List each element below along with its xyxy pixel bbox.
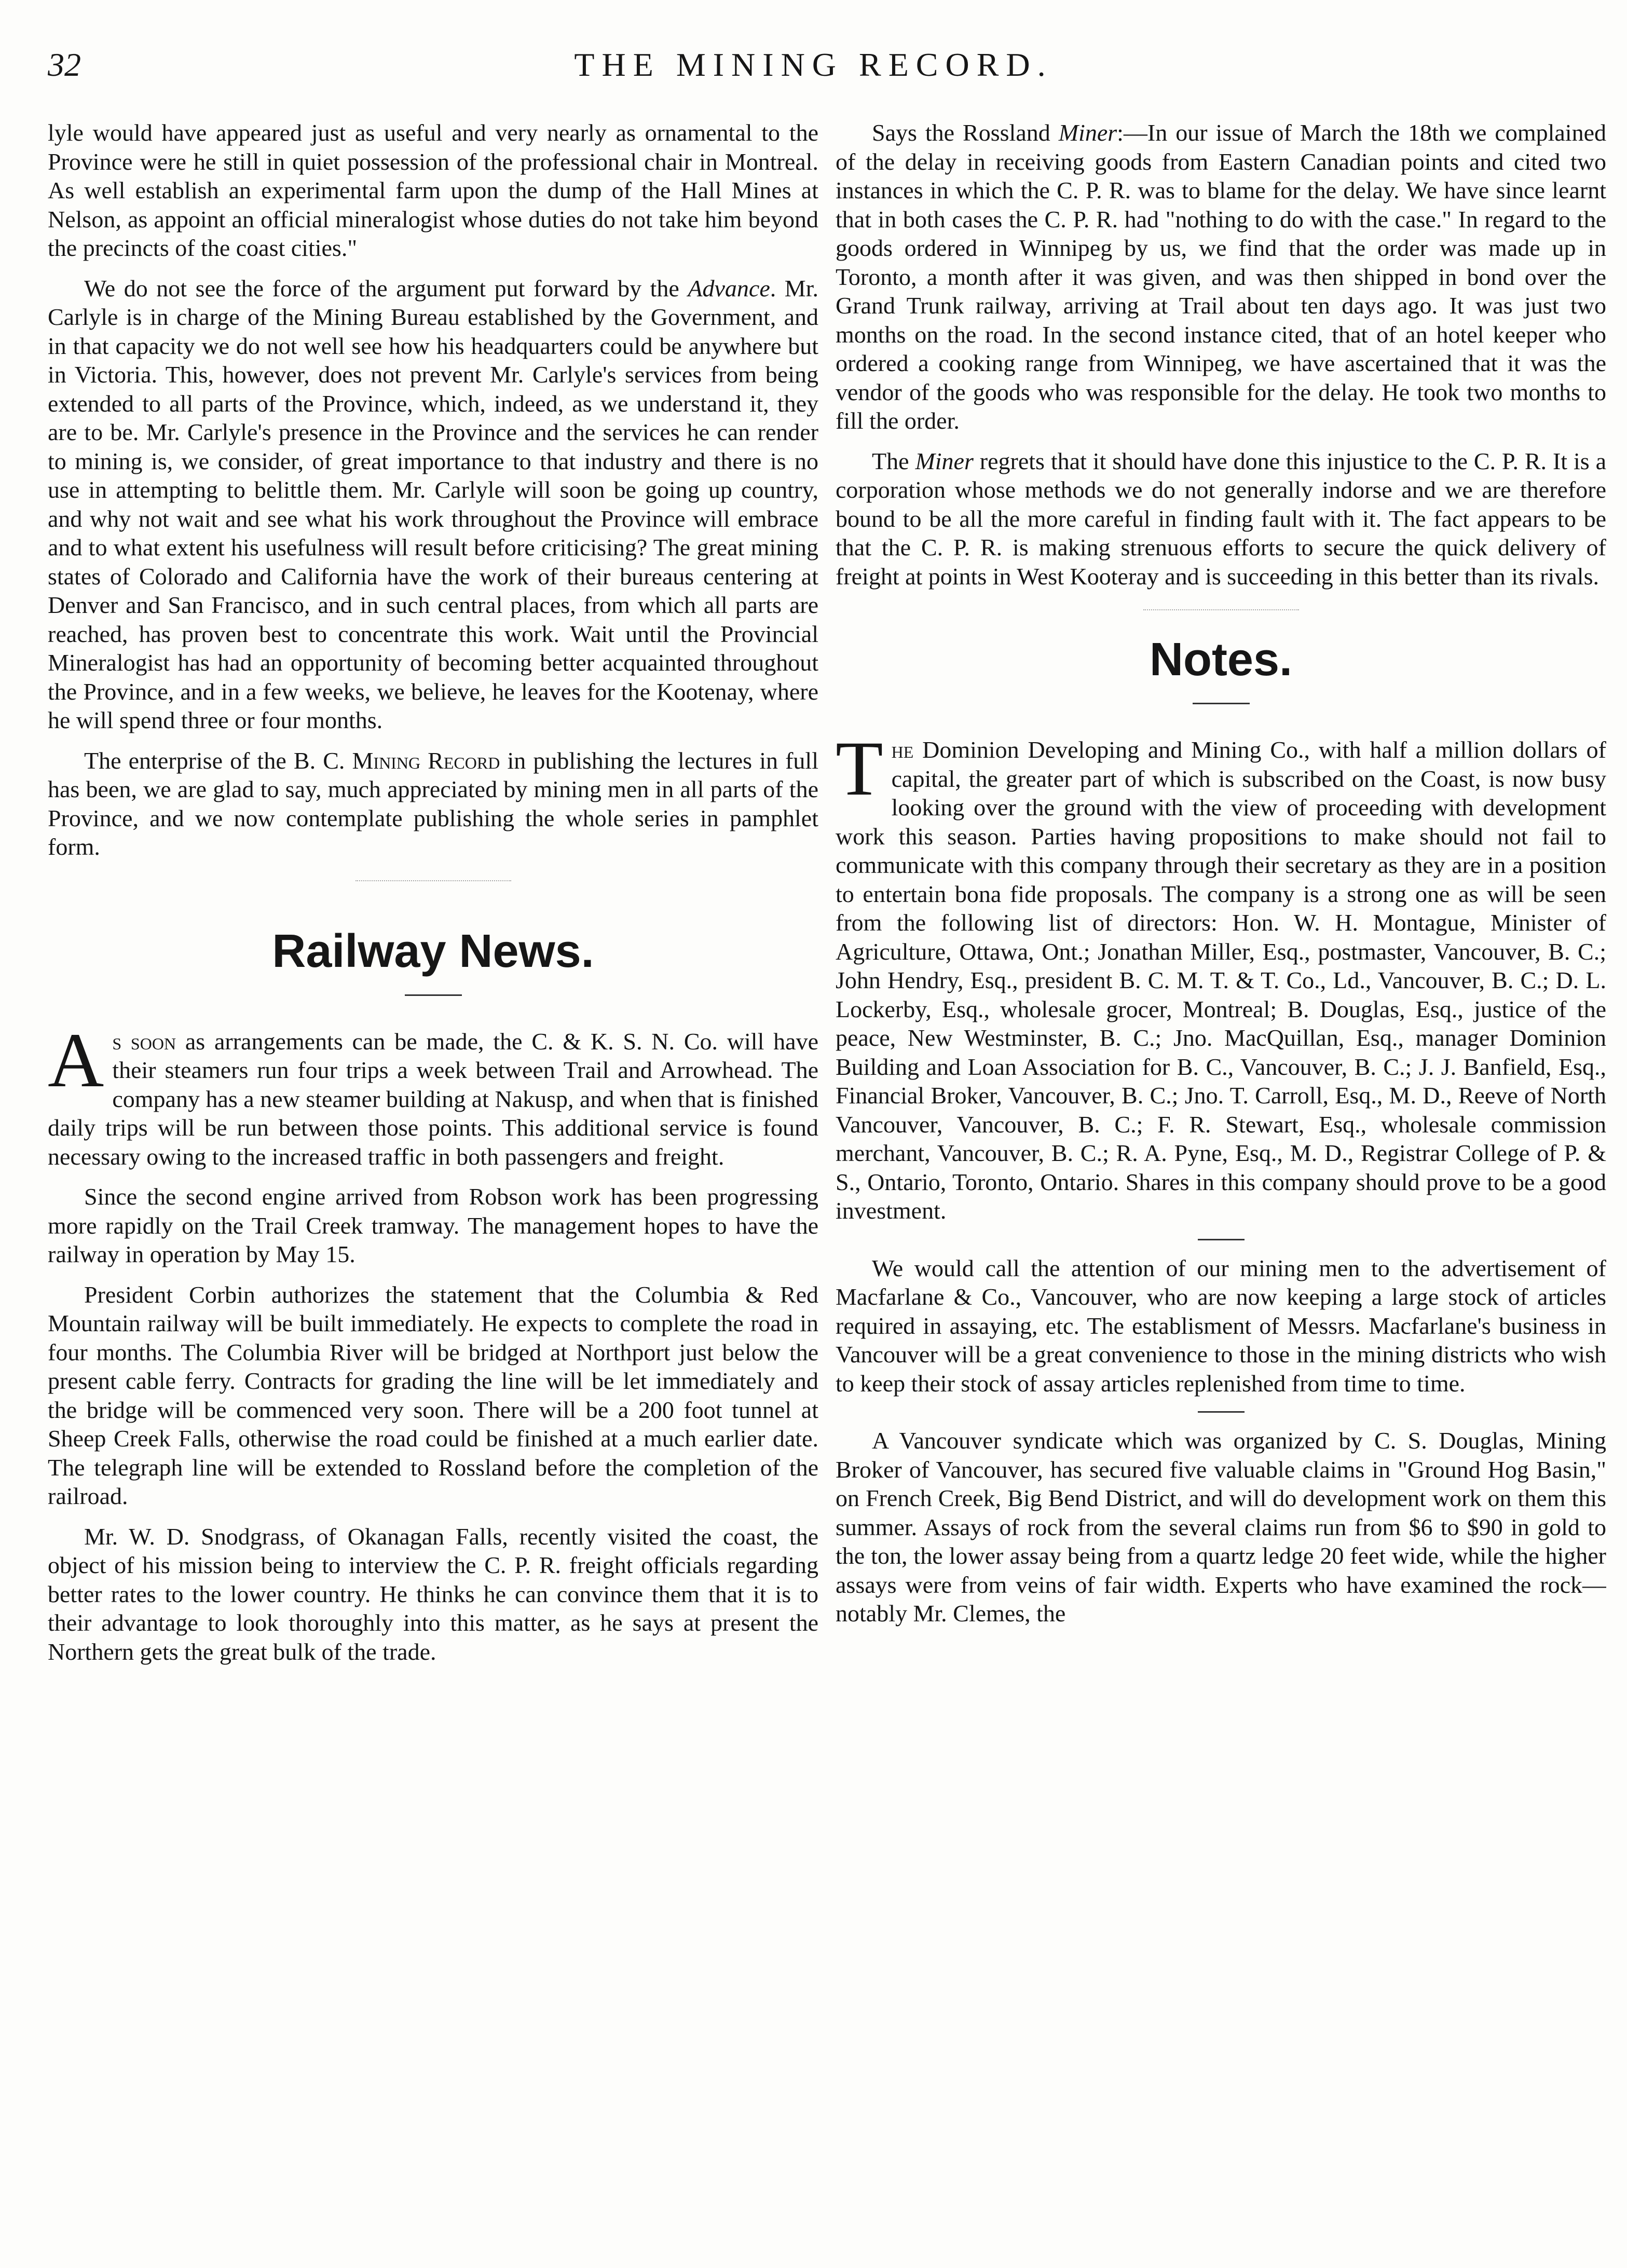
article-paragraph [48, 746, 818, 862]
paragraph-text: Since the second engine arrived from Robson work has been progressing more rapidly on the Trail Creek tramway. The management hopes to have the railway in operation by May 15. [48, 1183, 818, 1267]
paragraph-text: Mr. W. D. Snodgrass, of Okanagan Falls, recently visited the coast, the object of his mission being to interview the C. P. R. freight officials regarding better rates to the lower country. He thinks he can convince them that it is to their advantage to look thoroughly into this matter, as he says at present the Northern gets the great bulk of the trade. [48, 1523, 818, 1665]
page-number: 32 [48, 46, 81, 83]
article-paragraph [48, 1522, 818, 1666]
paragraph-text: Dominion Developing and Mining Co., with half a million dollars of capital, the greater part of which is subscribed on the Coast, is now busy looking over the ground with the view of proceeding with development work this season. Parties having propositions to make should not fail to communicate with this company through their secretary as they are in a position to entertain bona fide proposals. The company is a strong one as will be seen from the following list of directors: Hon. W. H. Montague, Minister of Agriculture, Ottawa, Ont.; Jonathan Miller, Esq., postmaster, Vancouver, B. C.; John Hendry, Esq., president B. C. M. T. & T. Co., Ld., Vancouver, B. C.; D. L. Lockerby, Esq., wholesale grocer, Montreal; B. Douglas, Esq., justice of the peace, New Westminster, B. C.; Jno. MacQuillan, Esq., manager Dominion Building and Loan Association for B. C., Vancouver, B. C.; J. J. Banfield, Esq., Financial Broker, Vancouver, B. C.; Jno. T. Carroll, Esq., M. D., Reeve of North Vancouver, Vancouver, B. C.; F. R. Stewart, Esq., wholesale commission merchant, Vancouver, B. C.; R. A. Pyne, Esq., M. D., Registrar College of P. & S., Ontario, Toronto, Ontario. Shares in this company should prove to be a good investment. [836, 736, 1606, 1224]
left-column [48, 118, 818, 2231]
article-paragraph [48, 1280, 818, 1511]
article-paragraph [48, 1182, 818, 1269]
paragraph-text: President Corbin authorizes the statement that the Columbia & Red Mountain railway will be built immediately. He expects to complete the road in four months. The Columbia River will be bridged at Northport just below the present cable ferry. Contracts for grading the line will be let immediately and the bridge will be commenced very soon. There will be a 200 foot tunnel at Sheep Creek Falls, otherwise the road could be finished at a much earlier date. The telegraph line will be extended to Rossland before the completion of the railroad. [48, 1281, 818, 1509]
paragraph-text: A Vancouver syndicate which was organized by C. S. Douglas, Mining Broker of Vancouver, has secured five valuable claims in "Ground Hog Basin," on French Creek, Big Bend District, and will do development work on them this summer. Assays of rock from the several claims run from $6 to $90 in gold to the ton, the lower assay being from a quartz ledge 20 feet wide, while the higher assays were from veins of fair width. Experts who have examined the rock—notably Mr. Clemes, the [836, 1427, 1606, 1627]
article-paragraph [836, 118, 1606, 435]
article-paragraph [836, 1426, 1606, 1628]
drop-cap: A [48, 1017, 104, 1103]
newspaper-name: Miner [915, 447, 974, 474]
article-paragraph [836, 726, 1606, 1225]
item-divider [1198, 1239, 1245, 1240]
lead-in-text: he [891, 736, 914, 763]
section-title-notes: Notes. [1149, 634, 1293, 686]
item-divider [1198, 1411, 1245, 1413]
running-head: THE MINING RECORD. [574, 46, 1053, 83]
right-column [836, 118, 1606, 2231]
article-paragraph [48, 1017, 818, 1171]
paragraph-text: lyle would have appeared just as useful and very nearly as ornamental to the Province were he still in quiet possession of the professional chair in Montreal. As well establish an experimental farm upon the dump of the Hall Mines at Nelson, as appoint an official mineralogist whose duties do not take him beyond the precincts of the coast cities." [48, 119, 818, 261]
article-paragraph [48, 118, 818, 263]
paragraph-text: Says the Rossland [872, 119, 1059, 146]
newspaper-name: Miner [1058, 119, 1117, 146]
article-paragraph [48, 274, 818, 735]
paragraph-text: :—In our issue of March the 18th we complained of the delay in receiving goods from Eastern Canadian points and cited two instances in which the C. P. R. was to blame for the delay. We have since learnt that in both cases the C. P. R. had "nothing to do with the case." In regard to the goods ordered in Winnipeg by us, we find that the order was made up in Toronto, a month after it was given, and was then shipped in bond over the Grand Trunk railway, arriving at Trail about ten days ago. It was just two months on the road. In the second instance cited, that of an hotel keeper who ordered a cooking range from Winnipeg, we have ascertained that it was the vendor of the goods who was responsible for the delay. He took two months to fill the order. [836, 119, 1606, 434]
paragraph-text: in publishing the lectures in full has been, we are glad to say, much appreciated by mining men in all parts of the Province, and we now contemplate publishing the whole series in pamphlet form. [48, 747, 818, 860]
paragraph-text: The [872, 447, 915, 474]
publication-name: B. C. Mining Record [293, 747, 500, 774]
paragraph-text: . Mr. Carlyle is in charge of the Mining Bureau established by the Government, and in that capacity we do not well see how his headquarters could be anywhere but in Victoria. This, however, does not prevent Mr. Carlyle's services from being extended to all parts of the Province, which, indeed, as we understand it, they are to be. Mr. Carlyle's presence in the Province and the services he can render to mining is, we consider, of great importance to that industry and there is no use in attempting to belittle them. Mr. Carlyle will soon be going up country, and why not wait and see what his work throughout the Province will embrace and to what extent his usefulness will result before criticising? The great mining states of Colorado and California have the work of their bureaus centering at Denver and San Francisco, and in such central places, from which all parts are reached, has proven best to concentrate this work. Wait until the Provincial Mineralogist has had an opportunity of becoming better acquainted throughout the Province, and in a few weeks, we believe, he leaves for the Kootenay, where he will spend three or four months. [48, 275, 818, 733]
paragraph-text: We would call the attention of our mining men to the advertisement of Macfarlane & Co., Vancouver, who are now keeping a large stock of articles required in assaying, etc. The establisment of Messrs. Macfarlane's business in Vancouver will be a great convenience to those in the mining districts who wish to keep their stock of assay articles replenished from time to time. [836, 1254, 1606, 1397]
drop-cap: T [836, 726, 883, 812]
article-paragraph [836, 1254, 1606, 1398]
paragraph-text: We do not see the force of the argument put forward by the [84, 275, 688, 302]
newspaper-name: Advance [688, 275, 770, 302]
paragraph-text: as arrangements can be made, the C. & K. S. N. Co. will have their steamers run four trips a week between Trail and Arrowhead. The company has a new steamer building at Nakusp, and when that is finished daily trips will be run between those points. This additional service is found necessary owing to the increased traffic in both passengers and freight. [48, 1028, 818, 1170]
section-divider [356, 880, 511, 881]
title-rule [1193, 703, 1250, 704]
lead-in-text: s soon [112, 1028, 176, 1055]
section-divider [1143, 609, 1299, 610]
article-paragraph [836, 447, 1606, 591]
paragraph-text: regrets that it should have done this injustice to the C. P. R. It is a corporation whose methods we do not generally indorse and we are therefore bound to be all the more careful in finding fault with it. The fact appears to be that the C. P. R. is making strenuous efforts to secure the quick delivery of freight at points in West Kooteray and is succeeding in this better than its rivals. [836, 447, 1606, 590]
title-rule [405, 994, 462, 996]
page-header [0, 42, 1627, 99]
section-title-railway-news: Railway News. [272, 925, 594, 977]
paragraph-text: The enterprise of the [84, 747, 294, 774]
